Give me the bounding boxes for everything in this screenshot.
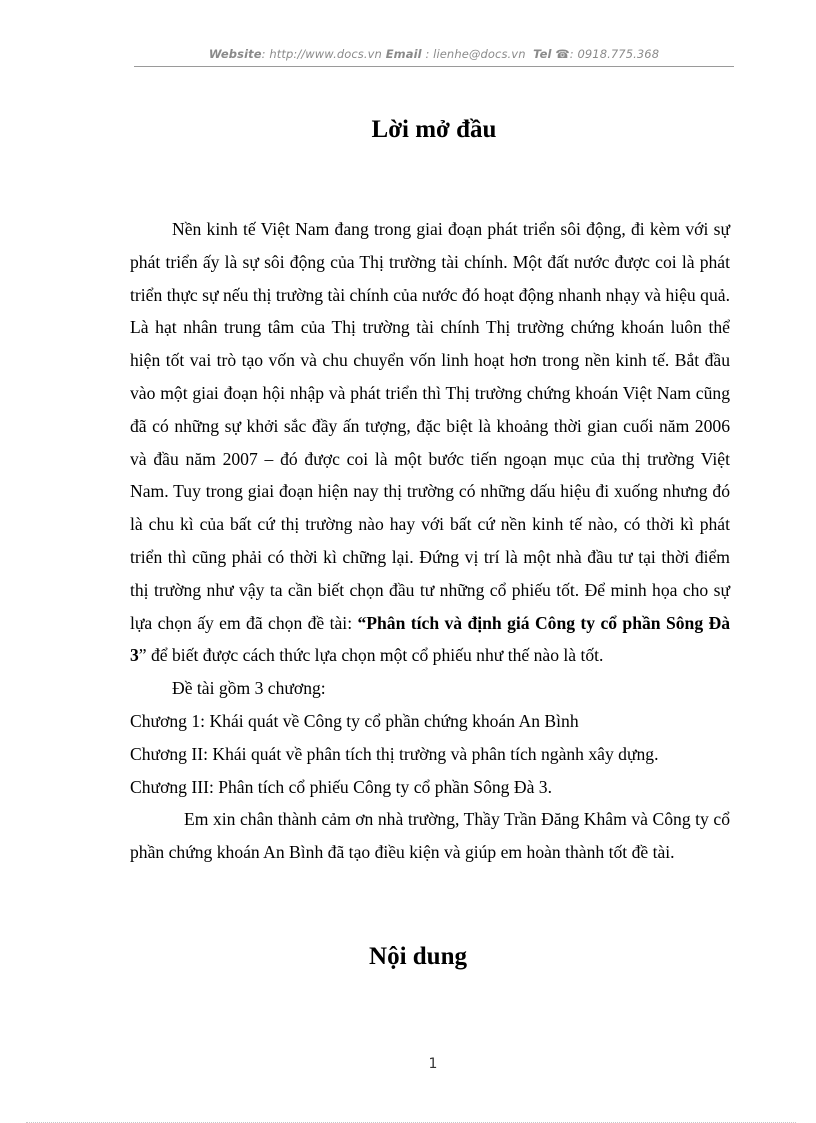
chapter-item: Chương III: Phân tích cổ phiếu Công ty cổ phần Sông Đà 3.: [130, 776, 552, 797]
page-number: 1: [428, 1056, 438, 1072]
website-label: Website: [208, 47, 262, 61]
email-value: : lienhe@docs.vn: [425, 47, 526, 61]
document-body: [130, 213, 730, 869]
tel-value: : 0918.775.368: [569, 47, 660, 61]
topic-title: “Phân tích và định giá Công ty cổ phần Sông Đà 3: [130, 612, 731, 666]
header-divider: [134, 66, 734, 67]
intro-text: Nền kinh tế Việt Nam đang trong giai đoạn phát triển sôi động, đi kèm với sự phát triển ấy là sự sôi động của Thị trường tài chính. Một đất nước được coi là phát triển thực sự nếu thị trường tài chính của nước đó hoạt động nhanh nhạy và hiệu quả. Là hạt nhân trung tâm của Thị trường tài chính Thị trường chứng khoán luôn thể hiện tốt vai trò tạo vốn và chu chuyển vốn linh hoạt hơn trong nền kinh tế. Bắt đầu vào một giai đoạn hội nhập và phát triển thì Thị trường chứng khoán Việt Nam cũng đã có những sự khởi sắc đầy ấn tượng, đặc biệt là khoảng thời gian cuối năm 2006 và đầu năm 2007 – đó được coi là một bước tiến ngoạn mục của thị trường Việt Nam. Tuy trong giai đoạn hiện nay thị trường có những dấu hiệu đi xuống nhưng đó là chu kì của bất cứ thị trường nào hay với bất cứ nền kinh tế nào, có thời kì phát triển thì cũng phải có thời kì chững lại. Đứng vị trí là một nhà đầu tư tại thời điểm thị trường như vậy ta cần biết chọn đầu tư những cổ phiếu tốt. Để minh họa cho sự lựa chọn ấy em đã chọn đề tài:: [130, 219, 730, 633]
acknowledgement-paragraph: Em xin chân thành cảm ơn nhà trường, Thầy Trần Đăng Khâm và Công ty cổ phần chứng khoán An Bình đã tạo điều kiện và giúp em hoàn thành tốt đề tài.: [130, 809, 730, 863]
intro-text-end: ” để biết được cách thức lựa chọn một cổ phiếu như thế nào là tốt.: [138, 645, 604, 666]
chapter-item: Chương II: Khái quát về phân tích thị trường và phân tích ngành xây dựng.: [130, 743, 659, 764]
section-title: Nội dung: [369, 943, 467, 970]
chapter-item: Chương 1: Khái quát về Công ty cổ phần chứng khoán An Bình: [130, 710, 579, 731]
document-title: Lời mở đầu: [371, 116, 497, 143]
page-header: [134, 47, 734, 61]
chapters-intro: Đề tài gồm 3 chương:: [172, 678, 326, 699]
tel-label: Tel: [533, 47, 552, 61]
website-value: : http://www.docs.vn: [261, 47, 382, 61]
email-label: Email: [385, 47, 422, 61]
phone-icon: ☎: [555, 47, 570, 61]
intro-paragraph: [130, 213, 730, 672]
